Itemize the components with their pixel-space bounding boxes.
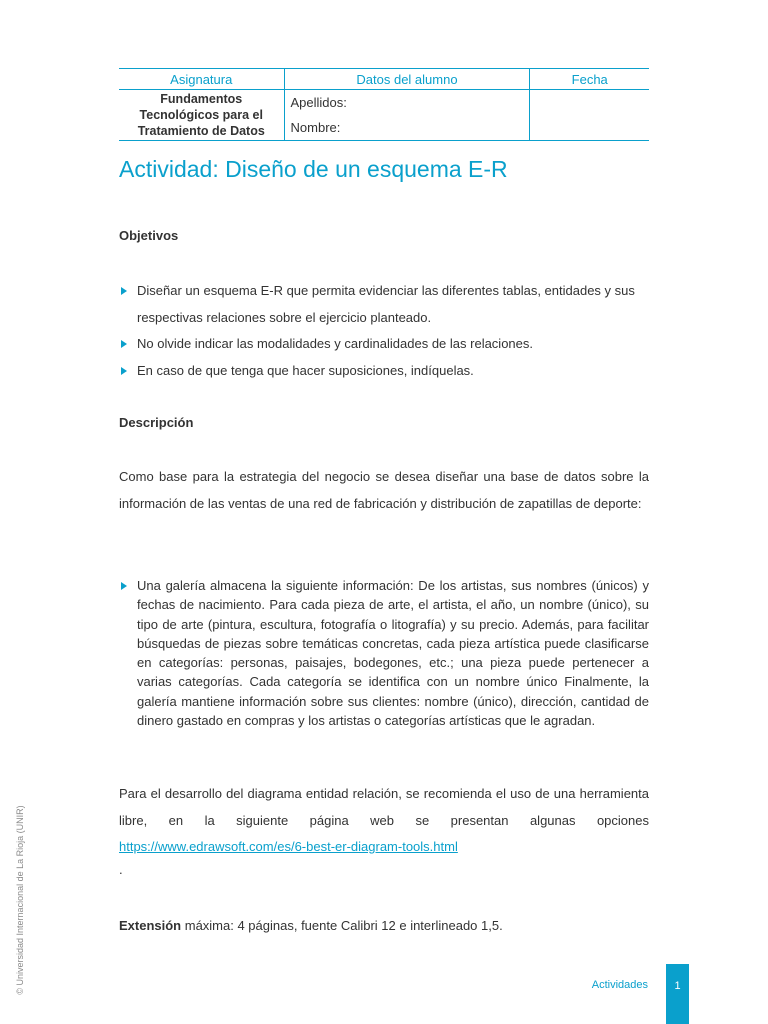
apellidos-field[interactable]: Apellidos:	[290, 95, 347, 110]
subject-name: Fundamentos Tecnológicos para el Tratamiento de Datos	[119, 90, 284, 141]
list-item	[119, 278, 649, 331]
header-table	[119, 68, 649, 141]
list-item	[119, 331, 649, 358]
extension-label: Extensión	[119, 918, 182, 933]
bullet-icon	[121, 367, 127, 375]
edrawsoft-link[interactable]: https://www.edrawsoft.com/es/6-best-er-diagram-tools.html	[119, 839, 458, 855]
herramienta-text: Para el desarrollo del diagrama entidad relación, se recomienda el uso de una herramienta libre, en la siguiente página web se presentan algunas opciones	[119, 786, 649, 828]
trailing-dot: .	[119, 862, 123, 877]
descripcion-list	[119, 576, 649, 730]
descripcion-heading: Descripción	[119, 415, 194, 430]
list-item	[119, 358, 649, 385]
extension-note	[119, 918, 503, 933]
student-data-cell	[284, 90, 530, 141]
list-item-text: No olvide indicar las modalidades y cardinalidades de las relaciones.	[137, 336, 533, 352]
nombre-field[interactable]: Nombre:	[290, 120, 341, 135]
list-item	[119, 576, 649, 730]
bullet-icon	[121, 287, 127, 295]
header-values-row	[119, 90, 649, 141]
bullet-icon	[121, 582, 127, 590]
objetivos-heading: Objetivos	[119, 228, 179, 243]
footer-section-label: Actividades	[591, 979, 648, 991]
extension-text: máxima: 4 páginas, fuente Calibri 12 e interlineado 1,5.	[181, 918, 503, 933]
header-row	[119, 69, 649, 90]
list-item-text: Diseñar un esquema E-R que permita evidenciar las diferentes tablas, entidades y sus respectivas relaciones sobre el ejercicio planteado.	[137, 283, 635, 325]
fecha-field[interactable]	[530, 90, 649, 141]
objetivos-list	[119, 278, 649, 385]
bullet-icon	[121, 340, 127, 348]
page-number: 1	[666, 964, 689, 1024]
herramienta-paragraph	[119, 781, 649, 861]
list-item-text: En caso de que tenga que hacer suposiciones, indíquelas.	[137, 363, 474, 379]
column-fecha: Fecha	[530, 69, 649, 90]
copyright-text: © Universidad Internacional de La Rioja (UNIR)	[15, 805, 25, 995]
column-asignatura: Asignatura	[119, 69, 284, 90]
list-item-text: Una galería almacena la siguiente información: De los artistas, sus nombres (únicos) y fechas de nacimiento. Para cada pieza de arte, el artista, el año, un nombre (único), su tipo de arte (pintura, escultura, fotografía o litografía) y su precio. Además, para facilitar búsquedas de piezas sobre temáticas concretas, cada pieza artística puede clasificarse en categorías: personas, paisajes, bodegones, etc.; una pieza puede pertenecer a varias categorías. Cada categoría se identifica con un nombre único Finalmente, la galería mantiene información sobre sus clientes: nombre (único), dirección, cantidad de dinero gastado en compras y los artistas o categorías artísticas que le agradan.	[137, 578, 649, 729]
page-title: Actividad: Diseño de un esquema E-R	[119, 156, 508, 182]
copyright-sidebar	[13, 800, 27, 1000]
column-datos-alumno: Datos del alumno	[284, 69, 530, 90]
descripcion-intro: Como base para la estrategia del negocio se desea diseñar una base de datos sobre la información de las ventas de una red de fabricación y distribución de zapatillas de deporte:	[119, 469, 649, 511]
